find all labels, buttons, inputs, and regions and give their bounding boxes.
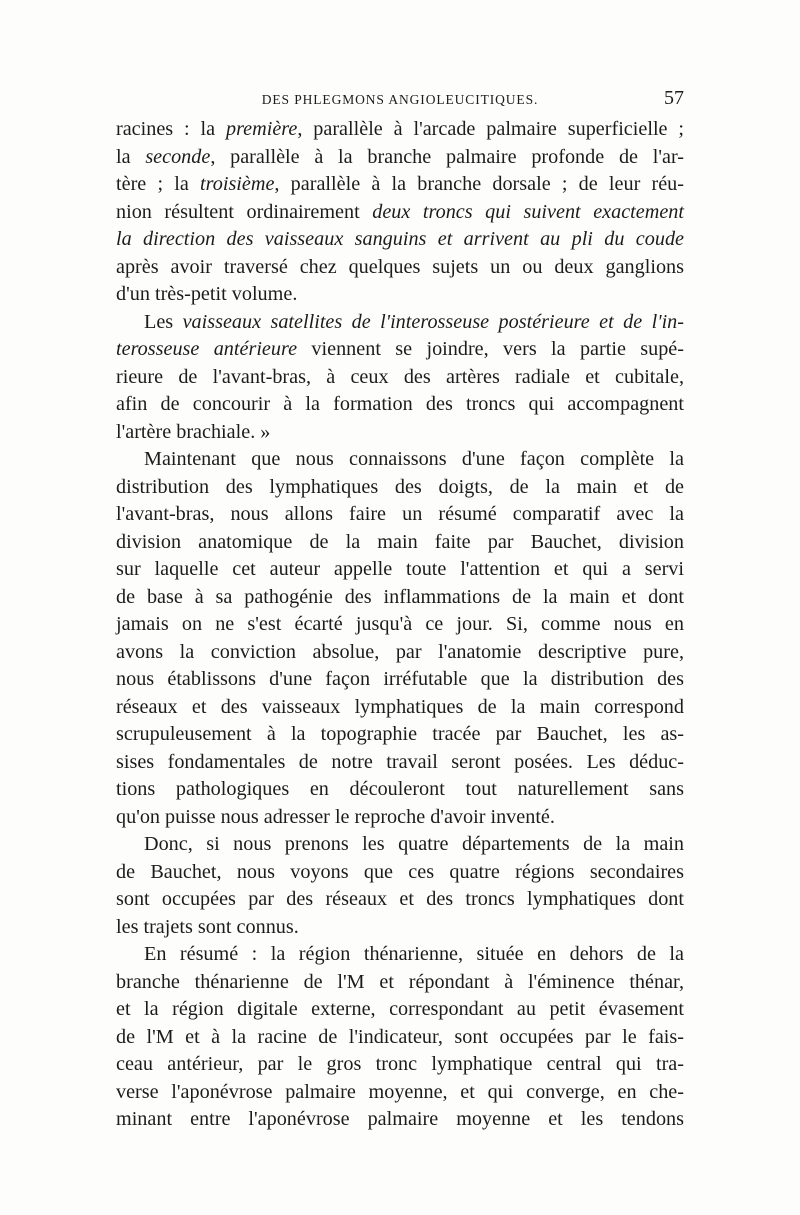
text-line xyxy=(116,116,684,144)
text-line xyxy=(116,1051,684,1079)
text-line xyxy=(116,804,684,832)
text-line xyxy=(116,584,684,612)
text-line xyxy=(116,694,684,722)
text-segment: , parallèle à la branche dorsale ; de leur réu- xyxy=(274,173,684,195)
text-segment: scrupuleusement à la topographie tracée par Bauchet, les as- xyxy=(116,723,684,745)
text-line xyxy=(116,611,684,639)
italic-text-segment: vaisseaux satellites de l'interosseuse postérieure et de l'in- xyxy=(182,310,684,333)
text-segment: division anatomique de la main faite par Bauchet, division xyxy=(116,530,684,553)
text-line xyxy=(116,309,684,337)
text-segment: avons la conviction absolue, par l'anatomie descriptive pure, xyxy=(116,640,684,663)
text-segment: Les xyxy=(144,310,183,333)
text-segment: de l'M et à la racine de l'indicateur, sont occupées par le fais- xyxy=(116,1025,684,1048)
text-segment: afin de concourir à la formation des troncs qui accompagnent xyxy=(116,393,684,415)
text-segment: ceau antérieur, par le gros tronc lymphatique central qui tra- xyxy=(116,1053,684,1075)
text-line xyxy=(116,1106,684,1134)
text-segment: , parallèle à l'arcade palmaire superficielle ; xyxy=(297,118,685,140)
italic-text-segment: deux troncs qui suivent exactement xyxy=(372,200,684,223)
italic-text-segment: terosseuse antérieure xyxy=(116,338,298,360)
text-segment: tère ; la xyxy=(116,173,201,195)
text-segment: En résumé : la région thénarienne, située en dehors de la xyxy=(144,943,684,965)
text-segment: après avoir traversé chez quelques sujets un ou deux ganglions xyxy=(116,255,684,278)
text-line xyxy=(116,226,684,254)
text-line xyxy=(116,749,684,777)
text-line xyxy=(116,364,684,392)
body-text xyxy=(116,116,684,1134)
text-segment: verse l'aponévrose palmaire moyenne, et qui converge, en che- xyxy=(116,1080,684,1103)
text-segment: minant entre l'aponévrose palmaire moyenne et les tendons xyxy=(116,1108,684,1130)
text-line xyxy=(116,886,684,914)
text-segment: sur laquelle cet auteur appelle toute l'attention et qui a servi xyxy=(116,558,684,580)
text-line xyxy=(116,419,684,447)
text-segment: nous établissons d'une façon irréfutable que la distribution des xyxy=(116,668,684,690)
text-line xyxy=(116,996,684,1024)
text-line xyxy=(116,831,684,859)
text-segment: d'un très-petit volume. xyxy=(116,283,298,305)
text-segment: , parallèle à la branche palmaire profonde de l'ar- xyxy=(210,145,684,168)
text-line xyxy=(116,474,684,502)
text-line xyxy=(116,1079,684,1107)
text-line xyxy=(116,969,684,997)
text-line xyxy=(116,556,684,584)
text-line xyxy=(116,859,684,887)
text-line xyxy=(116,446,684,474)
text-segment: sont occupées par des réseaux et des troncs lymphatiques dont xyxy=(116,888,684,910)
text-segment: branche thénarienne de l'M et répondant à l'éminence thénar, xyxy=(116,970,684,993)
text-segment: sises fondamentales de notre travail seront posées. Les déduc- xyxy=(116,750,684,773)
text-line xyxy=(116,639,684,667)
text-segment: distribution des lymphatiques des doigts, de la main et de xyxy=(116,475,684,498)
text-segment: réseaux et des vaisseaux lymphatiques de la main correspond xyxy=(116,695,684,718)
text-segment: nion résultent ordinairement xyxy=(116,200,373,223)
text-line xyxy=(116,721,684,749)
italic-text-segment: première xyxy=(225,118,298,140)
text-line xyxy=(116,391,684,419)
text-line xyxy=(116,501,684,529)
text-segment: l'avant-bras, nous allons faire un résumé comparatif avec la xyxy=(116,503,684,525)
text-segment: la xyxy=(116,145,146,168)
text-segment: jamais on ne s'est écarté jusqu'à ce jour. Si, comme nous en xyxy=(116,613,684,635)
text-segment: tions pathologiques en découleront tout naturellement sans xyxy=(116,778,684,800)
italic-text-segment: troisième xyxy=(200,173,275,195)
text-line xyxy=(116,144,684,172)
text-segment: Donc, si nous prenons les quatre départements de la main xyxy=(144,833,684,855)
text-segment: Maintenant que nous connaissons d'une façon complète la xyxy=(144,448,684,470)
text-segment: viennent se joindre, vers la partie supé- xyxy=(297,338,684,360)
italic-text-segment: la direction des vaisseaux sanguins et arrivent au pli du coude xyxy=(116,228,684,250)
page-number: 57 xyxy=(664,87,684,109)
text-line xyxy=(116,529,684,557)
text-line xyxy=(116,776,684,804)
page-header xyxy=(116,87,684,114)
text-segment: de Bauchet, nous voyons que ces quatre régions secondaires xyxy=(116,860,684,883)
text-segment: de base à sa pathogénie des inflammations de la main et dont xyxy=(116,585,684,608)
text-line xyxy=(116,336,684,364)
text-segment: rieure de l'avant-bras, à ceux des artères radiale et cubitale, xyxy=(116,365,684,388)
text-line xyxy=(116,254,684,282)
text-line xyxy=(116,199,684,227)
italic-text-segment: seconde xyxy=(145,145,211,168)
text-segment: racines : la xyxy=(116,118,226,140)
text-segment: les trajets sont connus. xyxy=(116,915,299,938)
text-segment: l'artère brachiale. » xyxy=(116,420,271,443)
text-line xyxy=(116,666,684,694)
text-line xyxy=(116,171,684,199)
text-line xyxy=(116,941,684,969)
text-line xyxy=(116,281,684,309)
running-title: DES PHLEGMONS ANGIOLEUCITIQUES. xyxy=(261,92,539,107)
text-segment: et la région digitale externe, correspondant au petit évasement xyxy=(116,998,684,1020)
text-line xyxy=(116,1024,684,1052)
text-segment: qu'on puisse nous adresser le reproche d'avoir inventé. xyxy=(116,805,555,828)
text-line xyxy=(116,914,684,942)
